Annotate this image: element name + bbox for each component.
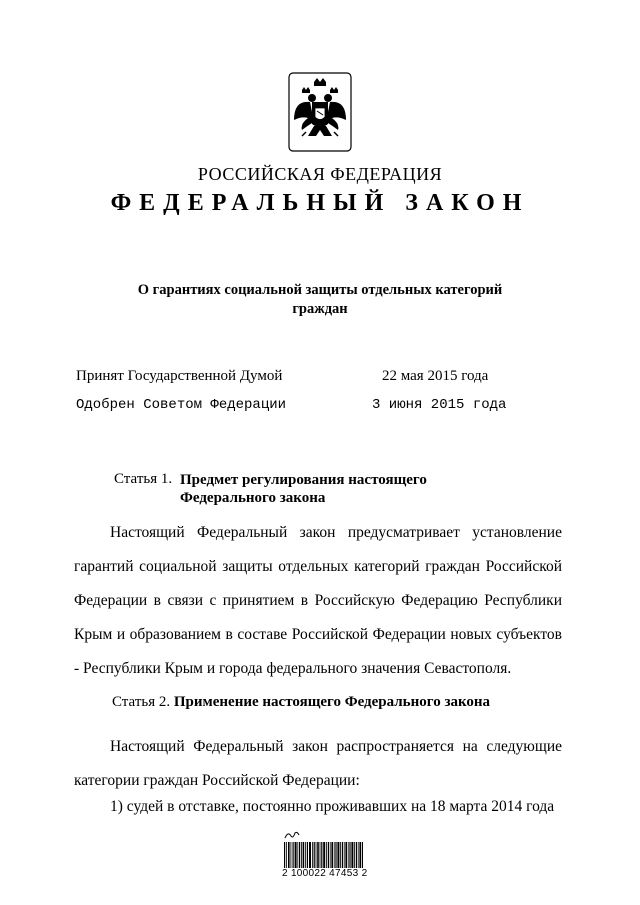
adopted-by-duma-label: Принят Государственной Думой [76, 368, 283, 384]
adopted-date: 22 мая 2015 года [382, 368, 489, 384]
article-2-text: Настоящий Федеральный закон распространяется на следующие категории граждан Российской Федерации: [74, 738, 562, 789]
barcode-number: 2 100022 47453 2 [282, 868, 368, 879]
approved-by-council-label: Одобрен Советом Федерации [76, 397, 287, 413]
article-1-label: Статья 1. [114, 471, 173, 487]
article-2-title: Применение настоящего Федерального закона [173, 694, 491, 710]
approved-date: 3 июня 2015 года [372, 397, 507, 413]
law-type-heading: ФЕДЕРАЛЬНЫЙ ЗАКОН [110, 190, 530, 216]
signature-mark [284, 830, 300, 840]
law-title: О гарантиях социальной защиты отдельных категорий граждан [137, 282, 503, 317]
article-1-title: Предмет регулирования настоящего Федерального закона [180, 472, 427, 506]
coat-of-arms-emblem [288, 72, 352, 152]
article-1-text: Настоящий Федеральный закон предусматривает установление гарантий социальной защиты отдельных категорий граждан Российской Федерации в связи с принятием в Российскую Федерацию Республики Крым и образованием в составе Российской Федерации новых субъектов - Республики Крым и города федерального значения Севастополя. [74, 524, 562, 677]
country-heading: РОССИЙСКАЯ ФЕДЕРАЦИЯ [197, 164, 443, 184]
article-2-heading [112, 694, 490, 711]
article-2-item-1: 1) судей в отставке, постоянно проживавших на 18 марта 2014 года [110, 798, 555, 815]
article-2-label: Статья 2. [112, 694, 171, 710]
barcode [284, 842, 364, 870]
